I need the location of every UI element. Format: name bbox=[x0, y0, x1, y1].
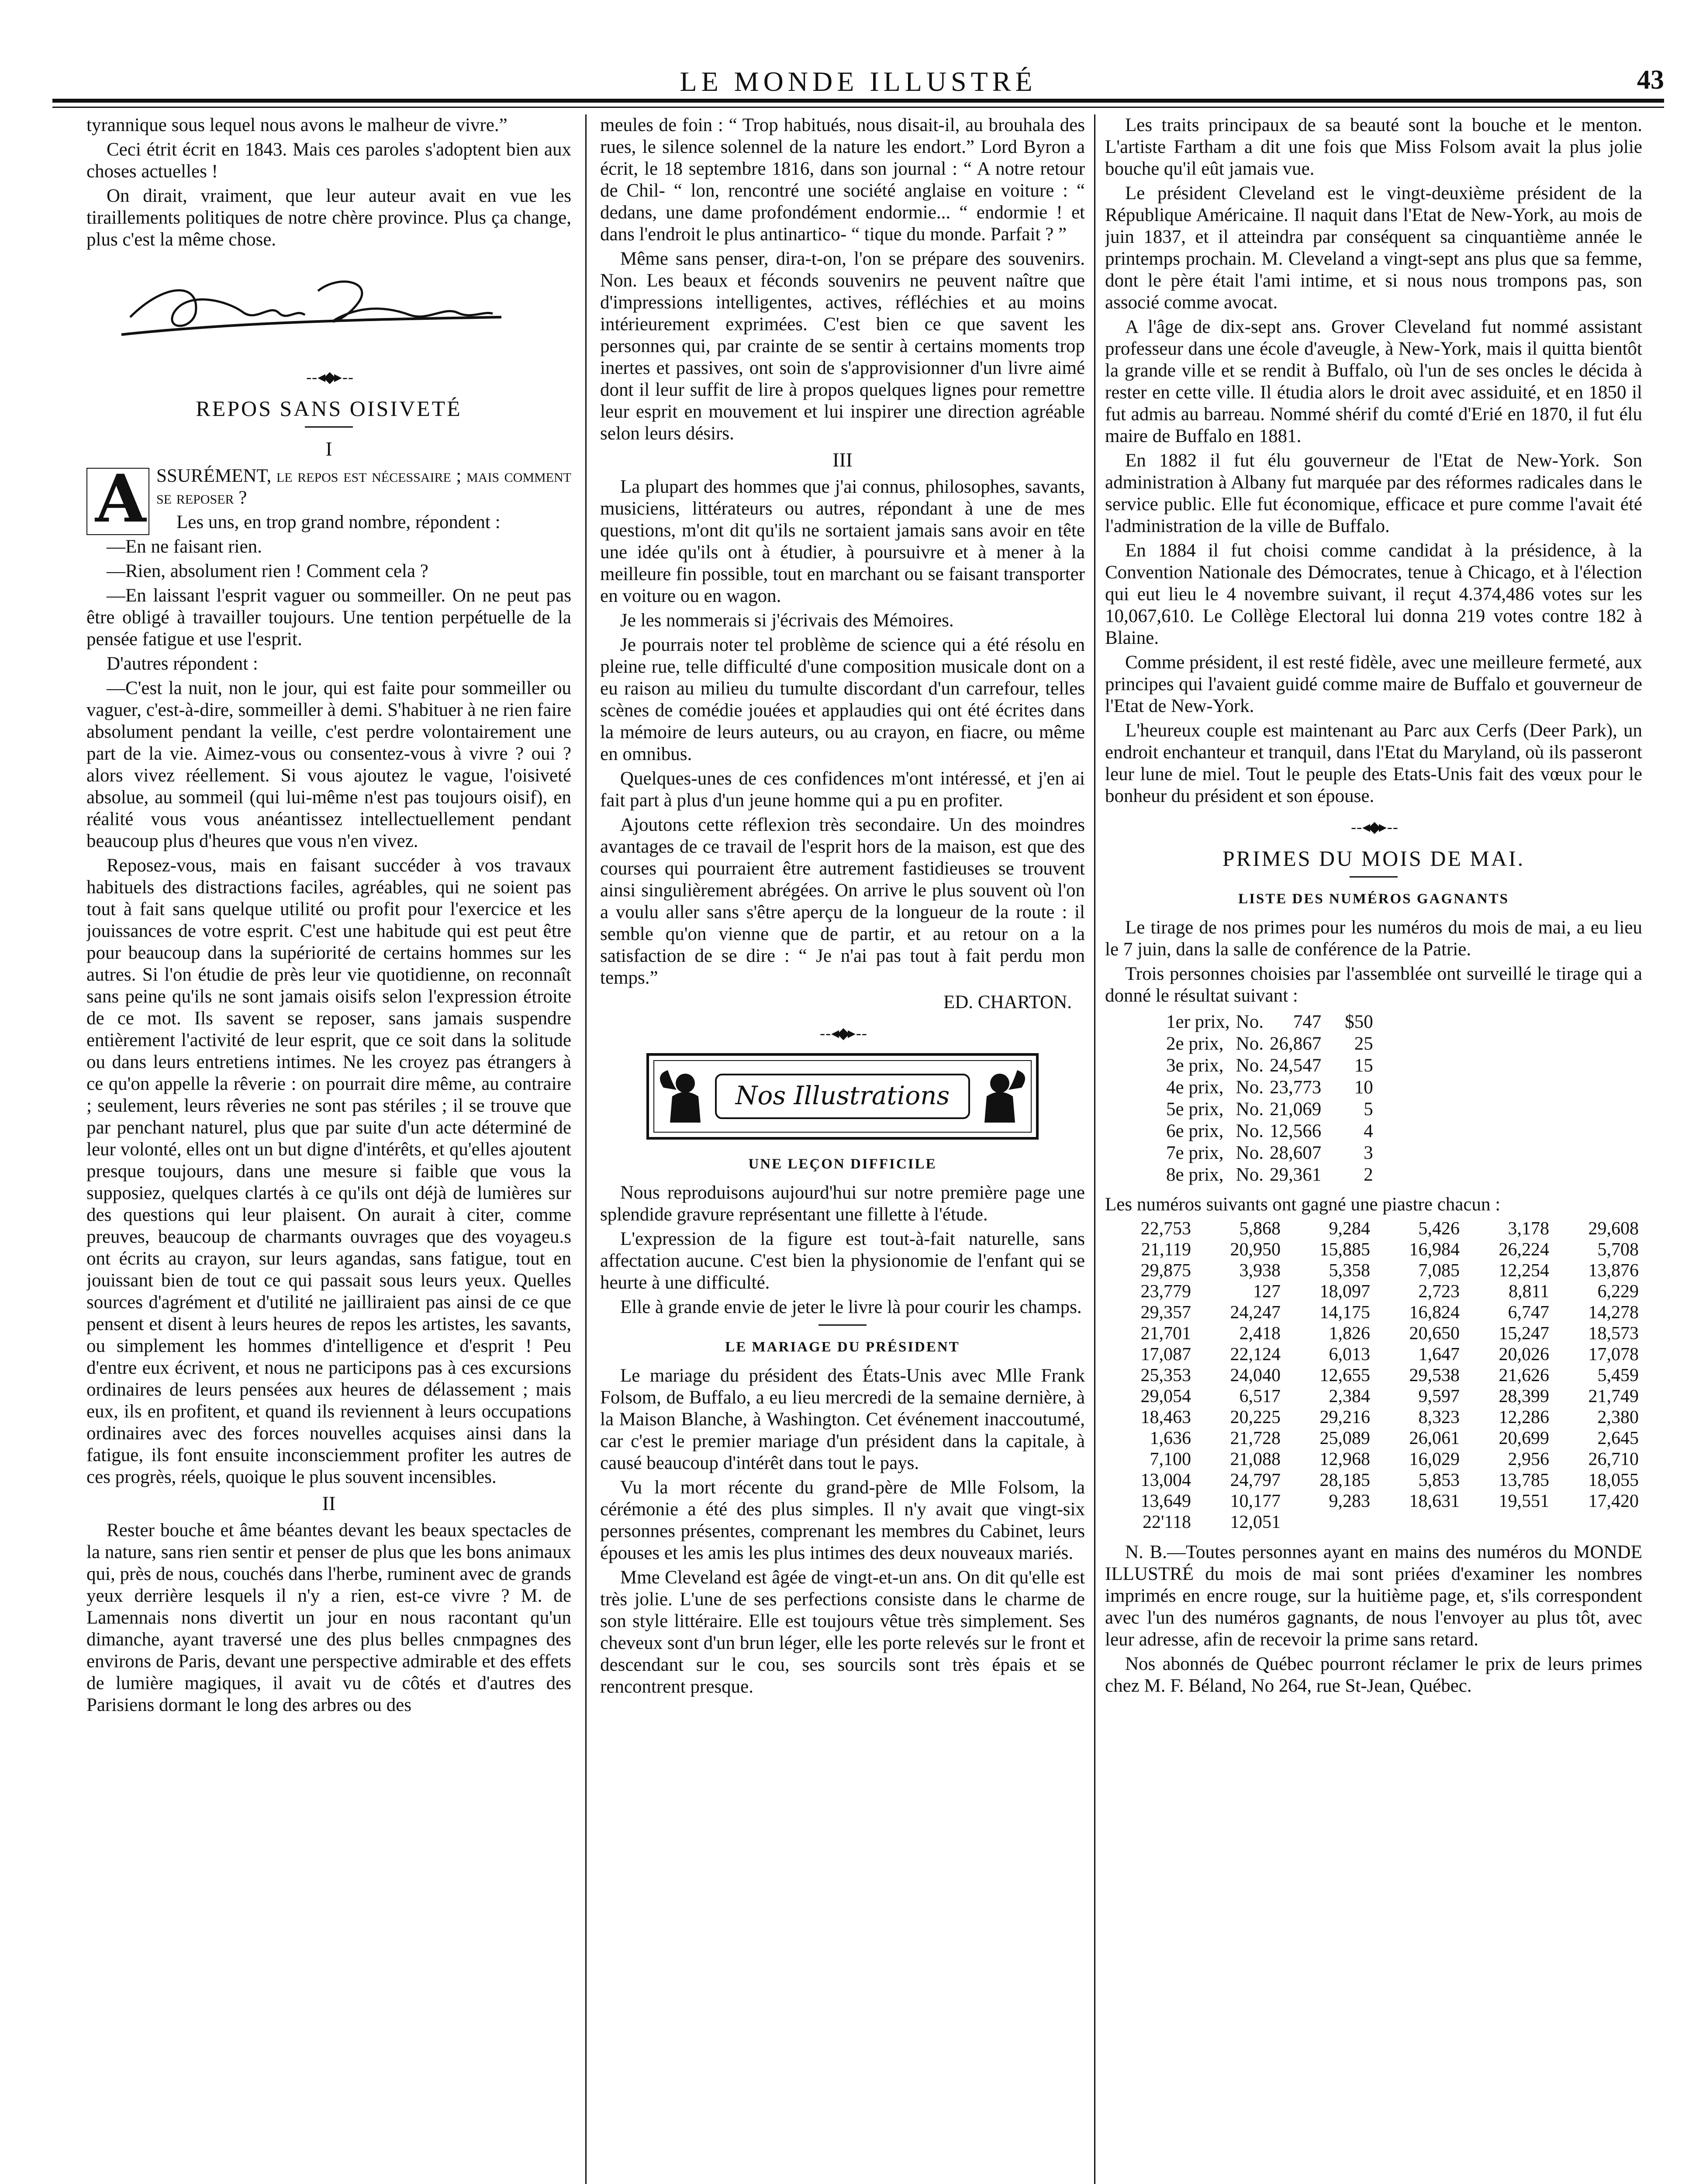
numbers-row bbox=[1105, 1470, 1642, 1491]
winning-number: 24,797 bbox=[1230, 1470, 1281, 1490]
paragraph: Trois personnes choisies par l'assemblée ont surveillé le tirage qui a donné le résultat suivant : bbox=[1105, 964, 1642, 1006]
prize-amount: 4 bbox=[1364, 1121, 1373, 1141]
winning-number: 29,216 bbox=[1319, 1407, 1370, 1427]
numbers-row bbox=[1105, 1512, 1642, 1533]
paragraph: meules de foin : “ Trop habitués, nous disait-il, au brouhala des rues, le silence solennel de la nature les endort.” Lord Byron a écrit, le 18 septembre 1816, dans son journal : “ A notre retour de Chil- “ lon, rencontré une société anglaise en voiture : “ dedans, une dame profondément endormie... “ endormie ! et dans l'endroit le plus antinartico- “ tique du monde. Parfait ? ” bbox=[600, 115, 1085, 245]
winning-number bbox=[1284, 1512, 1374, 1533]
prize-amount: 10 bbox=[1354, 1077, 1373, 1098]
short-rule bbox=[305, 426, 353, 428]
winning-number: 2,384 bbox=[1329, 1386, 1370, 1406]
prizes-table bbox=[1166, 1011, 1379, 1186]
paragraph: tyrannique sous lequel nous avons le malheur de vivre.” bbox=[86, 115, 508, 135]
winning-number: 5,426 bbox=[1418, 1219, 1460, 1239]
numbers-row bbox=[1105, 1281, 1642, 1302]
prize-rank: 7e prix, bbox=[1166, 1143, 1224, 1163]
winning-number: 24,040 bbox=[1230, 1365, 1281, 1386]
prize-row bbox=[1166, 1164, 1379, 1186]
paragraph: Le mariage du président des États-Unis avec Mlle Frank Folsom, de Buffalo, a eu lieu mercredi de la semaine dernière, à la Maison Blanche, à Washington. Cet événement inaccoutumé, car c'est le premier mariage d'un président dans la capitale, à causé beaucoup d'intérêt dans tout le pays. bbox=[600, 1365, 1085, 1473]
prize-number: 28,607 bbox=[1269, 1143, 1322, 1163]
winning-number: 9,284 bbox=[1329, 1219, 1370, 1239]
column-divider bbox=[1094, 114, 1095, 2184]
subsection-title: LE MARIAGE DU PRÉSIDENT bbox=[725, 1339, 960, 1355]
roman-numeral: I bbox=[325, 438, 332, 460]
winning-number: 22,753 bbox=[1140, 1219, 1191, 1239]
dropcap-ornament bbox=[86, 460, 149, 537]
handwritten-signature bbox=[113, 265, 506, 343]
paragraph: L'expression de la figure est tout-à-fait naturelle, sans affectation aucune. C'est bien la physionomie de l'enfant qui se heurte à une difficulté. bbox=[600, 1229, 1085, 1293]
paragraph: A l'âge de dix-sept ans. Grover Cleveland fut nommé assistant professeur dans une école d'aveugle, à New-York, mais il quitta bientôt la grande ville et se rendit à Buffalo, où l'un de ses oncles le décida à rester en cette ville. Il étudia alors le droit avec assiduité, et en 1850 il fut admis au barreau. Nommé shérif du comté d'Erié en 1870, il fut élu maire de Buffalo en 1881. bbox=[1105, 317, 1642, 446]
column-3 bbox=[1105, 114, 1642, 2184]
paragraph: En 1884 il fut choisi comme candidat à la présidence, à la Convention Nationale des Démocrates, tenue à Chicago, et à l'élection qui eut lieu le 4 novembre suivant, il reçut 4.374,486 votes sur les 10,067,610. Le Collège Electoral lui donna 219 votes contre 182 à Blaine. bbox=[1105, 540, 1642, 648]
paragraph: Même sans penser, dira-t-on, l'on se prépare des souvenirs. Non. Les beaux et féconds souvenirs ne peuvent naître que d'impressions intelligentes, actives, réfléchies et au moins intérieurement exprimées. C'est bien ce que savent les personnes qui, par crainte de se sentir à certains moments trop inertes et passives, ont soin de s'approvisionner d'un livre aimé dont il leur suffit de lire à propos quelques lignes pour remettre leur esprit en mouvement et lui inspirer une direction agréable selon leurs désirs. bbox=[600, 249, 1085, 444]
winning-number: 6,517 bbox=[1239, 1386, 1281, 1406]
winning-number bbox=[1463, 1512, 1553, 1533]
winning-number: 15,885 bbox=[1319, 1240, 1370, 1260]
winning-number: 21,088 bbox=[1230, 1449, 1281, 1469]
prize-rank: 8e prix, bbox=[1166, 1165, 1224, 1185]
prize-rank: 2e prix, bbox=[1166, 1033, 1224, 1054]
prize-row bbox=[1166, 1077, 1379, 1099]
paragraph: SSURÉMENT, le repos est nécessaire ; mais comment se reposer ? bbox=[156, 466, 571, 508]
illustrations-banner bbox=[646, 1053, 1039, 1140]
winning-number: 21,119 bbox=[1141, 1240, 1191, 1260]
paragraph: Mme Cleveland est âgée de vingt-et-un ans. On dit qu'elle est très jolie. L'une de ses perfections consiste dans le charme de son style littéraire. Elle est toujours vêtue très simplement. Ses cheveux sont d'un brun léger, elle les porte relevés sur le front et descendant sur le cou, ses sourcils sont très épais et se rencontrent presque. bbox=[600, 1567, 1085, 1697]
winning-number: 5,853 bbox=[1418, 1470, 1460, 1490]
short-rule bbox=[1350, 876, 1398, 878]
paragraph: En 1882 il fut élu gouverneur de l'Etat de New-York. Son administration à Albany fut marquée par des réformes radicales dans le service public. Elle fut économique, efficace et pure comme l'avait été l'administration de la ville de Buffalo. bbox=[1105, 450, 1642, 536]
paragraph: L'heureux couple est maintenant au Parc aux Cerfs (Deer Park), un endroit enchanteur et tranquil, dans l'Etat du Maryland, où ils passeront leur lune de miel. Tout le peuple des Etats-Unis fait des vœux pour le bonheur du président et son épouse. bbox=[1105, 720, 1642, 806]
prize-amount: 2 bbox=[1364, 1165, 1373, 1185]
winning-number: 2,723 bbox=[1418, 1282, 1460, 1302]
winning-number: 1,647 bbox=[1418, 1344, 1460, 1365]
prize-no: No. bbox=[1236, 1077, 1264, 1098]
winning-number: 12,286 bbox=[1499, 1407, 1549, 1427]
paragraph: Vu la mort récente du grand-père de Mlle Folsom, la cérémonie a été des plus simples. Il n'y avait que vingt-six personnes présentes, comprenant les membres du Cabinet, leurs épouses et les amis les plus intimes des deux nouveaux mariés. bbox=[600, 1477, 1085, 1563]
numbers-row bbox=[1105, 1386, 1642, 1407]
ornament-divider: - - ◂◆▸ - - bbox=[820, 1024, 865, 1042]
winning-number: 127 bbox=[1253, 1282, 1281, 1302]
winning-number: 17,420 bbox=[1588, 1491, 1639, 1511]
winning-number: 13,785 bbox=[1499, 1470, 1549, 1490]
paragraph: —C'est la nuit, non le jour, qui est faite pour sommeiller ou vaguer, c'est-à-dire, sommeiller à demi. S'habituer à ne rien faire absolument pendant la veille, c'est perdre volontairement une part de la vie. Aimez-vous ou consentez-vous à vivre ? oui ? alors vivez réellement. Si vous ajoutez le vague, l'oisiveté absolue, au sommeil (qui lui-même n'est pas toujours oisif), en réalité vous vous anéantissez intellectuellement pendant beaucoup plus d'heures que vous n'en vivez. bbox=[86, 678, 571, 851]
paragraph: N. B.—Toutes personnes ayant en mains des numéros du MONDE ILLUSTRÉ du mois de mai sont priées d'examiner les nombres imprimés en encre rouge, sur la huitième page, et, s'ils correspondent avec l'un des numéros gagnants, de nous l'envoyer au plus tôt, avec leur adresse, afin de recevoir la prime sans retard. bbox=[1105, 1542, 1642, 1650]
paragraph: D'autres répondent : bbox=[107, 653, 258, 674]
roman-numeral: II bbox=[322, 1492, 336, 1514]
winning-number: 5,708 bbox=[1597, 1240, 1639, 1260]
dropcap-letter: A bbox=[95, 460, 146, 537]
winning-number bbox=[1553, 1512, 1642, 1533]
paragraph: Elle à grande envie de jeter le livre là pour courir les champs. bbox=[620, 1297, 1082, 1317]
winning-number: 21,749 bbox=[1588, 1386, 1639, 1406]
winning-number: 20,699 bbox=[1499, 1428, 1549, 1448]
paragraph: —Rien, absolument rien ! Comment cela ? bbox=[107, 561, 428, 581]
prize-number: 29,361 bbox=[1269, 1165, 1322, 1185]
author-name: ED. CHARTON. bbox=[943, 992, 1072, 1013]
ornament-divider: - - ◂◆▸ - - bbox=[306, 368, 352, 386]
winning-number: 7,085 bbox=[1418, 1261, 1460, 1281]
numbers-row bbox=[1105, 1218, 1642, 1239]
prize-rank: 3e prix, bbox=[1166, 1055, 1224, 1076]
prize-amount: 5 bbox=[1364, 1099, 1373, 1120]
winning-number: 12,968 bbox=[1319, 1449, 1370, 1469]
winning-number: 26,061 bbox=[1409, 1428, 1460, 1448]
roman-numeral: III bbox=[832, 449, 853, 471]
winning-number: 13,004 bbox=[1140, 1470, 1191, 1490]
paragraph: Ajoutons cette réflexion très secondaire. Un des moindres avantages de ce travail de l'esprit hors de la maison, est que des courses qui pourraient être autrement fastidieuses se trouvent ainsi singulièrement abrégées. On arrive le plus souvent où l'on a voulu aller sans s'être aperçu de la longueur de la route : il semble qu'on vienne que de partir, et au retour on a la satisfaction de se dire : “ Je n'ai pas tout à fait perdu mon temps.” bbox=[600, 815, 1085, 988]
prize-number: 24,547 bbox=[1269, 1055, 1322, 1076]
prize-amount: 3 bbox=[1364, 1143, 1373, 1163]
winning-number: 5,868 bbox=[1239, 1219, 1281, 1239]
winning-number: 16,029 bbox=[1409, 1449, 1460, 1469]
paragraph: Quelques-unes de ces confidences m'ont intéressé, et j'en ai fait part à plus d'un jeune homme qui a pu en profiter. bbox=[600, 768, 1085, 811]
prize-no: No. bbox=[1236, 1165, 1264, 1185]
paragraph: —En laissant l'esprit vaguer ou sommeiller. On ne peut pas être obligé à travailler toujours. Une tention perpétuelle de la pensée fatigue et use l'esprit. bbox=[86, 585, 571, 650]
numbers-row bbox=[1105, 1260, 1642, 1281]
prize-row bbox=[1166, 1142, 1379, 1164]
paragraph: Nos abonnés de Québec pourront réclamer le prix de leurs primes chez M. F. Béland, No 264, rue St-Jean, Québec. bbox=[1105, 1654, 1642, 1696]
subsection-title: LISTE DES NUMÉROS GAGNANTS bbox=[1238, 891, 1509, 907]
winning-number: 16,984 bbox=[1409, 1240, 1460, 1260]
section-title: PRIMES DU MOIS DE MAI. bbox=[1222, 846, 1525, 871]
section-title: REPOS SANS OISIVETÉ bbox=[196, 396, 462, 421]
paragraph: Reposez-vous, mais en faisant succéder à vos travaux habituels des distractions faciles, agréables, qui ne soient pas tout à fait sans quelque utilité ou profit pour l'exercice et les jouissances de votre esprit. C'est une habitude qui est peut être pour beaucoup dans la supériorité de certains hommes sur les autres. Si l'on étudie de près leur vie quotidienne, on reconnaît sans peine qu'ils ne sont jamais oisifs selon l'expression étroite de ce mot. Ils savent se reposer, sans jamais suspendre entièrement l'activité de leur esprit, que ce soit dans la solitude ou dans leurs entretiens intimes. Ne les croyez pas étrangers à ce qu'on appelle la rêverie : on pourrait dire même, au contraire ; seulement, leurs rêveries ne sont pas stériles ; il se trouve que par penchant naturel, plus que par suite d'un acte déterminé de leur volonté, elles ont un but digne d'intérêts, et qu'elles ajoutent presque toujours, dans une mesure si faible que vous la supposiez, quelques clartés à ce qu'ils ont déjà de lumières sur des questions qui leur plaisent. On aurait à citer, comme preuves, beaucoup de charmants ouvrages que des voyageu.s ont écrits au crayon, sur leurs agandas, sans fatigue, tout en jouissant bien de tout ce qui passait sous leurs yeux. Quelles sources d'agrément et d'utilité ne jailliraient pas ainsi de ce que pensent et disent à leurs heures de repos les artistes, les savants, ou simplement les hommes d'intelligence et d'esprit ! Peu d'entre eux écrivent, et nous ne participons pas à ces excursions ordinaires de leurs pensées aux heures de délassement ; mais eux, ils en profitent, et quand ils reviennent à leurs occupations ordinaires avec des forces nouvelles acquises ainsi dans la fatigue, ils font ensuite inconsciemment profiter les autres de ces progrès, réels, quoique le plus souvent incensibles. bbox=[86, 855, 571, 1487]
prize-amount: 25 bbox=[1354, 1033, 1373, 1054]
winning-number: 23,779 bbox=[1140, 1282, 1191, 1302]
winning-number: 22'118 bbox=[1142, 1512, 1191, 1532]
winning-number: 8,811 bbox=[1509, 1282, 1549, 1302]
numbers-row bbox=[1105, 1365, 1642, 1386]
prize-no: No. bbox=[1236, 1012, 1264, 1032]
winning-number bbox=[1374, 1512, 1463, 1533]
header-rule-thin bbox=[52, 107, 1664, 108]
winning-number: 6,229 bbox=[1597, 1282, 1639, 1302]
winning-number: 17,078 bbox=[1588, 1344, 1639, 1365]
winning-number: 18,097 bbox=[1319, 1282, 1370, 1302]
winning-number: 25,353 bbox=[1140, 1365, 1191, 1386]
prize-row bbox=[1166, 1033, 1379, 1055]
prize-no: No. bbox=[1236, 1143, 1264, 1163]
prize-row bbox=[1166, 1099, 1379, 1120]
winning-number: 19,551 bbox=[1499, 1491, 1549, 1511]
winning-number: 20,950 bbox=[1230, 1240, 1281, 1260]
winning-number: 18,631 bbox=[1409, 1491, 1460, 1511]
paragraph: On dirait, vraiment, que leur auteur avait en vue les tiraillements politiques de notre chère province. Plus ça change, plus c'est la même chose. bbox=[86, 186, 571, 250]
masthead-title: LE MONDE ILLUSTRÉ bbox=[680, 66, 1037, 97]
winning-number: 2,956 bbox=[1508, 1449, 1549, 1469]
winning-number: 26,710 bbox=[1588, 1449, 1639, 1469]
banner-text: Nos Illustrations bbox=[735, 1081, 950, 1110]
winning-number: 9,283 bbox=[1329, 1491, 1370, 1511]
prize-number: 747 bbox=[1293, 1012, 1322, 1032]
winning-number: 12,051 bbox=[1230, 1512, 1281, 1532]
winning-number: 26,224 bbox=[1499, 1240, 1549, 1260]
winning-number: 29,875 bbox=[1140, 1261, 1191, 1281]
header-rule bbox=[52, 99, 1664, 103]
prize-number: 23,773 bbox=[1269, 1077, 1322, 1098]
winning-number: 3,178 bbox=[1508, 1219, 1549, 1239]
winning-number: 3,938 bbox=[1239, 1261, 1281, 1281]
winning-number: 2,418 bbox=[1239, 1324, 1281, 1344]
prize-number: 26,867 bbox=[1269, 1033, 1322, 1054]
winning-number: 29,538 bbox=[1409, 1365, 1460, 1386]
winning-number: 20,650 bbox=[1409, 1324, 1460, 1344]
winning-number: 10,177 bbox=[1230, 1491, 1281, 1511]
prize-number: 21,069 bbox=[1269, 1099, 1322, 1120]
prize-number: 12,566 bbox=[1269, 1121, 1322, 1141]
ornament-divider: - - ◂◆▸ - - bbox=[1351, 818, 1396, 836]
winning-number: 21,701 bbox=[1140, 1324, 1191, 1344]
prize-no: No. bbox=[1236, 1121, 1264, 1141]
winning-number: 5,459 bbox=[1597, 1365, 1639, 1386]
subsection-title: UNE LEÇON DIFFICILE bbox=[748, 1156, 937, 1172]
paragraph: Nous reproduisons aujourd'hui sur notre première page une splendide gravure représentant une fillette à l'étude. bbox=[600, 1182, 1085, 1225]
winning-number: 14,175 bbox=[1319, 1303, 1370, 1323]
paragraph: La plupart des hommes que j'ai connus, philosophes, savants, musiciens, littérateurs ou autres, répondant à une de mes questions, m'ont dit qu'ils ne sortaient jamais sans avoir en tête une idée qu'ils ont à étudier, à poursuivre et à mener à la meilleure fin possible, tout en marchant ou se faisant transporter en voiture ou en wagon. bbox=[600, 477, 1085, 606]
winning-number: 2,380 bbox=[1597, 1407, 1639, 1427]
winning-number: 29,054 bbox=[1140, 1386, 1191, 1406]
prize-no: No. bbox=[1236, 1055, 1264, 1076]
paragraph: Je pourrais noter tel problème de science qui a été résolu en pleine rue, telle difficulté d'une composition musicale dont on a eu raison au milieu du tumulte discordant d'un carrefour, telles scènes de comédie jouées et applaudies qui ont été écrites dans la mémoire de leurs auteurs, ou au crayon, en fiacre, ou même en omnibus. bbox=[600, 635, 1085, 764]
paragraph: Les uns, en trop grand nombre, répondent : bbox=[176, 512, 501, 532]
prize-rank: 5e prix, bbox=[1166, 1099, 1224, 1120]
prize-amount: 15 bbox=[1354, 1055, 1373, 1076]
winning-number: 21,626 bbox=[1499, 1365, 1549, 1386]
page-number: 43 bbox=[1637, 65, 1664, 95]
winning-number: 18,463 bbox=[1140, 1407, 1191, 1427]
winning-number: 7,100 bbox=[1150, 1449, 1191, 1469]
prize-no: No. bbox=[1236, 1033, 1264, 1054]
winning-number: 6,013 bbox=[1329, 1344, 1370, 1365]
numbers-row bbox=[1105, 1428, 1642, 1449]
prize-rank: 4e prix, bbox=[1166, 1077, 1224, 1098]
numbers-row bbox=[1105, 1407, 1642, 1428]
column-2 bbox=[600, 114, 1085, 2184]
prize-rank: 6e prix, bbox=[1166, 1121, 1224, 1141]
prize-amount: $50 bbox=[1345, 1012, 1373, 1032]
winning-number: 14,278 bbox=[1588, 1303, 1639, 1323]
winning-number: 13,876 bbox=[1588, 1261, 1639, 1281]
numbers-row bbox=[1105, 1491, 1642, 1512]
paragraph: Le tirage de nos primes pour les numéros du mois de mai, a eu lieu le 7 juin, dans la salle de conférence de la Patrie. bbox=[1105, 917, 1642, 960]
winning-number: 18,055 bbox=[1588, 1470, 1639, 1490]
winning-number: 22,124 bbox=[1230, 1344, 1281, 1365]
paragraph: Je les nommerais si j'écrivais des Mémoires. bbox=[620, 610, 954, 631]
winning-number: 2,645 bbox=[1597, 1428, 1639, 1448]
paragraph: Comme président, il est resté fidèle, avec une meilleure fermeté, aux principes qui l'avaient guidé comme maire de Buffalo et gouverneur de l'Etat de New-York. bbox=[1105, 652, 1642, 716]
numbers-row bbox=[1105, 1302, 1642, 1323]
winning-numbers-table bbox=[1105, 1218, 1642, 1533]
prize-rank: 1er prix, bbox=[1166, 1012, 1230, 1032]
paragraph: Ceci étrit écrit en 1843. Mais ces paroles s'adoptent bien aux choses actuelles ! bbox=[86, 139, 571, 182]
page-header bbox=[52, 65, 1664, 97]
paragraph: Le président Cleveland est le vingt-deuxième président de la République Américaine. Il naquit dans l'Etat de New-York, au mois de juin 1837, et il atteindra par conséquent sa cinquantième année le printemps prochain. M. Cleveland a vingt-sept ans plus que sa femme, dont le père était l'ami intime, et si nous nous trompons pas, son associé comme avocat. bbox=[1105, 183, 1642, 313]
winning-number: 24,247 bbox=[1230, 1303, 1281, 1323]
winning-number: 9,597 bbox=[1418, 1386, 1460, 1406]
winning-number: 15,247 bbox=[1499, 1324, 1549, 1344]
winning-number: 20,225 bbox=[1230, 1407, 1281, 1427]
prize-row bbox=[1166, 1055, 1379, 1077]
numbers-row bbox=[1105, 1344, 1642, 1365]
winning-number: 21,728 bbox=[1230, 1428, 1281, 1448]
winning-number: 12,655 bbox=[1319, 1365, 1370, 1386]
winning-number: 6,747 bbox=[1508, 1303, 1549, 1323]
winning-number: 25,089 bbox=[1319, 1428, 1370, 1448]
winning-number: 1,826 bbox=[1329, 1324, 1370, 1344]
numbers-row bbox=[1105, 1239, 1642, 1260]
winning-number: 28,399 bbox=[1499, 1386, 1549, 1406]
winning-number: 17,087 bbox=[1140, 1344, 1191, 1365]
paragraph: —En ne faisant rien. bbox=[107, 536, 262, 557]
winning-number: 13,649 bbox=[1140, 1491, 1191, 1511]
winning-number: 29,608 bbox=[1588, 1219, 1639, 1239]
numbers-row bbox=[1105, 1449, 1642, 1470]
paragraph: Les numéros suivants ont gagné une piastre chacun : bbox=[1105, 1194, 1501, 1215]
paragraph: Rester bouche et âme béantes devant les beaux spectacles de la nature, sans rien sentir et penser de plus que les bons animaux qui, près de nous, couchés dans l'herbe, ruminent avec de grands yeux derrière lesquels il n'y a rien, est-ce vivre ? M. de Lamennais nons divertit un jour en nous racontant qu'un dimanche, ayant traversé une des plus belles cnmpagnes des environs de Paris, devant une perspective admirable et des effets de lumière magiques, il avait vu de côtés et d'autres des Parisiens dormant le long des arbres ou des bbox=[86, 1520, 571, 1715]
prize-row bbox=[1166, 1011, 1379, 1033]
winning-number: 20,026 bbox=[1499, 1344, 1549, 1365]
winning-number: 5,358 bbox=[1329, 1261, 1370, 1281]
short-rule bbox=[818, 1324, 867, 1326]
winning-number: 16,824 bbox=[1409, 1303, 1460, 1323]
column-1 bbox=[86, 114, 571, 2184]
prize-no: No. bbox=[1236, 1099, 1264, 1120]
winning-number: 8,323 bbox=[1418, 1407, 1460, 1427]
column-divider bbox=[585, 114, 587, 2184]
prize-row bbox=[1166, 1120, 1379, 1142]
numbers-row bbox=[1105, 1323, 1642, 1344]
winning-number: 12,254 bbox=[1499, 1261, 1549, 1281]
winning-number: 29,357 bbox=[1140, 1303, 1191, 1323]
winning-number: 18,573 bbox=[1588, 1324, 1639, 1344]
winning-number: 1,636 bbox=[1150, 1428, 1191, 1448]
winning-number: 28,185 bbox=[1319, 1470, 1370, 1490]
paragraph: Les traits principaux de sa beauté sont la bouche et le menton. L'artiste Fartham a dit une fois que Miss Folsom avait la plus jolie bouche qu'il eût jamais vue. bbox=[1105, 115, 1642, 179]
